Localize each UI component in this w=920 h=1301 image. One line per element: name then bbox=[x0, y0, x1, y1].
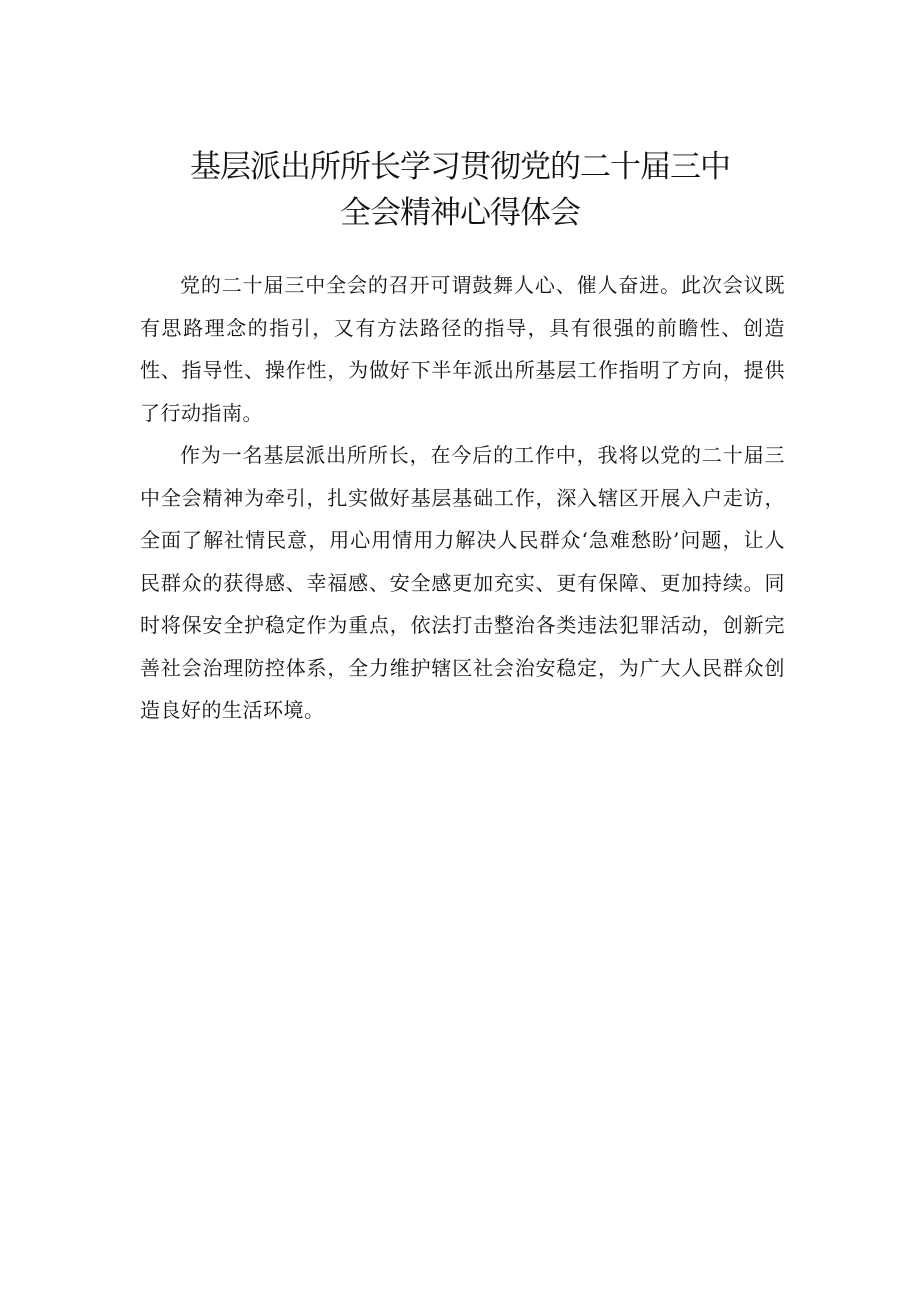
document-body bbox=[140, 264, 785, 732]
title-line-1: 基层派出所所长学习贯彻党的二十届三中 bbox=[190, 149, 730, 185]
document-title bbox=[0, 144, 920, 236]
title-line-2: 全会精神心得体会 bbox=[340, 195, 580, 231]
paragraph: 党的二十届三中全会的召开可谓鼓舞人心、催人奋进。此次会议既有思路理念的指引，又有方法路径的指导，具有很强的前瞻性、创造性、指导性、操作性，为做好下半年派出所基层工作指明了方向，提供了行动指南。 bbox=[140, 273, 785, 425]
paragraph: 作为一名基层派出所所长，在今后的工作中，我将以党的二十届三中全会精神为牵引，扎实做好基层基础工作，深入辖区开展入户走访，全面了解社情民意，用心用情用力解决人民群众‘急难愁盼’问题，让人民群众的获得感、幸福感、安全感更加充实、更有保障、更加持续。同时将保安全护稳定作为重点，依法打击整治各类违法犯罪活动，创新完善社会治理防控体系，全力维护辖区社会治安稳定，为广大人民群众创造良好的生活环境。 bbox=[140, 443, 785, 722]
